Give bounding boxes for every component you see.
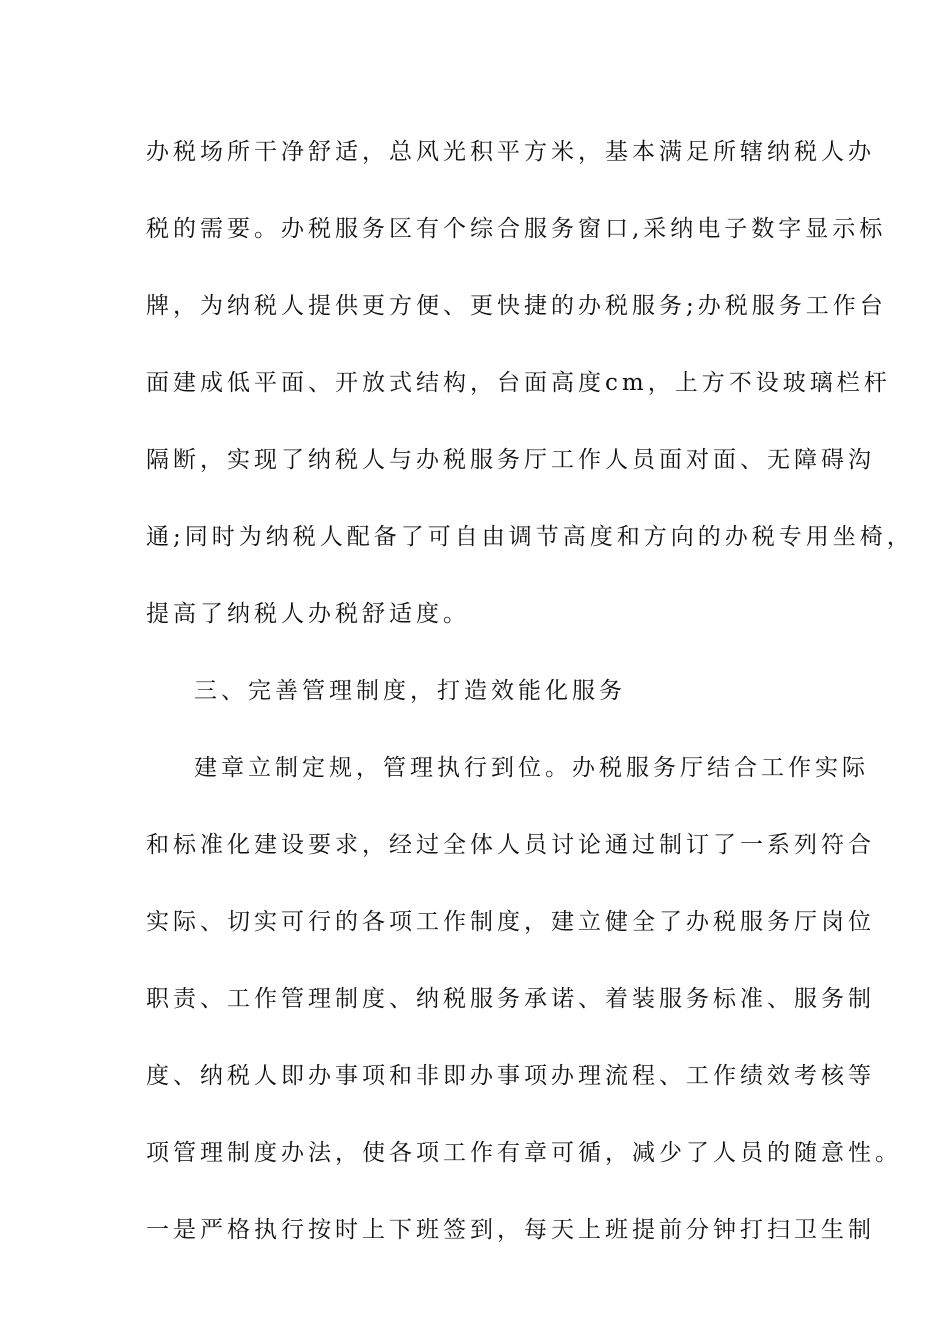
document-body <box>146 130 914 1285</box>
text-line: 一是严格执行按时上下班签到，每天上班提前分钟打扫卫生制 <box>146 1217 875 1243</box>
text-line: 度、纳税人即办事项和非即办事项办理流程、工作绩效考核等 <box>146 1063 875 1089</box>
text-line: 隔断，实现了纳税人与办税服务厅工作人员面对面、无障碍沟 <box>146 447 875 473</box>
text-line: 面建成低平面、开放式结构，台面高度cm，上方不设玻璃栏杆 <box>146 370 891 396</box>
text-line: 税的需要。办税服务区有个综合服务窗口,采纳电子数字显示标 <box>146 216 887 242</box>
text-line: 提高了纳税人办税舒适度。 <box>146 601 470 627</box>
text-line: 实际、切实可行的各项工作制度，建立健全了办税服务厅岗位 <box>146 909 875 935</box>
text-line: 办税场所干净舒适，总风光积平方米，基本满足所辖纳税人办 <box>146 139 875 165</box>
text-line: 项管理制度办法，使各项工作有章可循，减少了人员的随意性。 <box>146 1140 902 1166</box>
text-line: 职责、工作管理制度、纳税服务承诺、着装服务标准、服务制 <box>146 986 875 1012</box>
text-line: 建章立制定规，管理执行到位。办税服务厅结合工作实际 <box>194 755 869 781</box>
text-line: 牌，为纳税人提供更方便、更快捷的办税服务;办税服务工作台 <box>146 293 887 319</box>
text-line: 和标准化建设要求，经过全体人员讨论通过制订了一系列符合 <box>146 832 875 858</box>
section-heading: 三、完善管理制度，打造效能化服务 <box>194 678 626 704</box>
text-line: 通;同时为纳税人配备了可自由调节高度和方向的办税专用坐椅， <box>146 524 914 550</box>
